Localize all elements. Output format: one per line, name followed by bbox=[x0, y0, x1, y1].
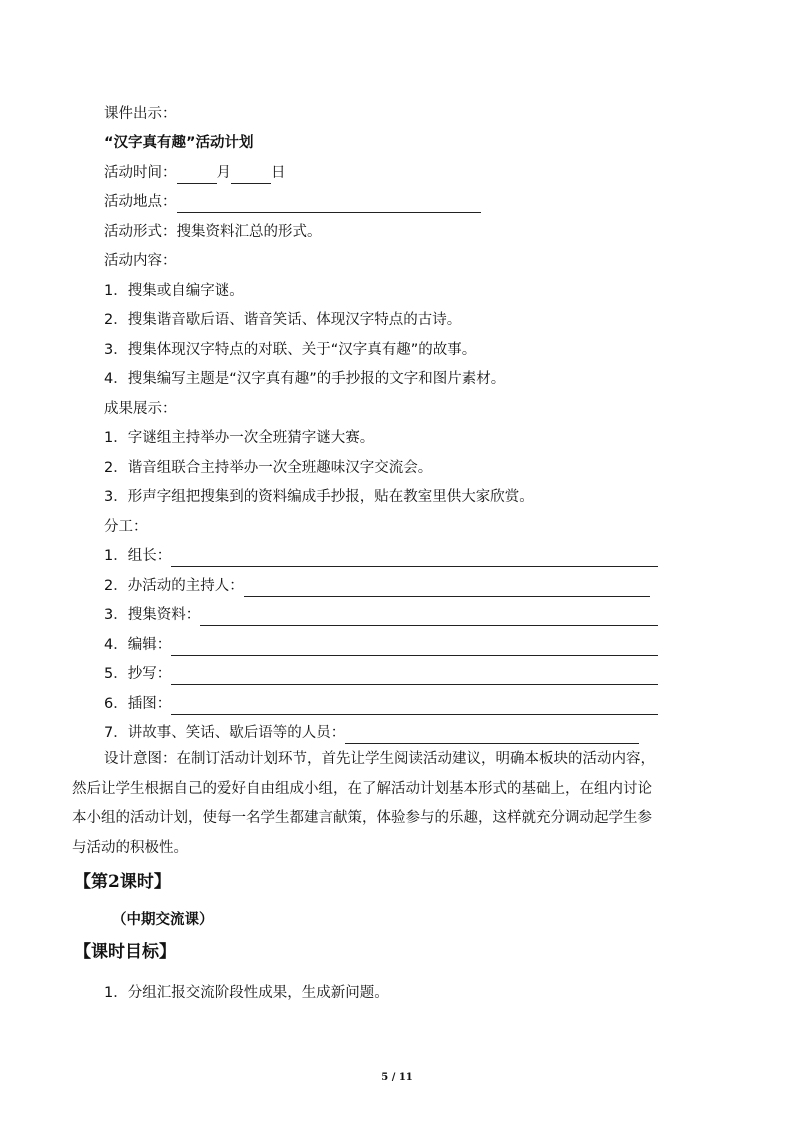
design-intent-line: 本小组的活动计划，使每一名学生都建言献策，体验参与的乐趣，这样就充分调动起学生参 bbox=[72, 810, 652, 826]
division-item bbox=[104, 634, 658, 656]
division-item-label: 4．编辑： bbox=[104, 637, 172, 653]
division-item-label: 5．抄写： bbox=[104, 666, 172, 682]
result-item: 1．字谜组主持举办一次全班猜字谜大赛。 bbox=[104, 430, 375, 446]
activity-place-label: 活动地点： bbox=[104, 194, 177, 210]
lesson-goal-heading: 【课时目标】 bbox=[74, 942, 176, 962]
goal-item: 1．分组汇报交流阶段性成果，生成新问题。 bbox=[104, 985, 389, 1001]
division-blank bbox=[171, 699, 658, 715]
result-label: 成果展示： bbox=[104, 401, 177, 417]
place-blank bbox=[177, 197, 481, 213]
division-item-label: 6．插图： bbox=[104, 696, 172, 712]
division-item-label: 2．办活动的主持人： bbox=[104, 578, 244, 594]
division-item bbox=[104, 663, 658, 685]
division-blank bbox=[244, 581, 650, 597]
activity-content-label: 活动内容： bbox=[104, 253, 177, 269]
division-item bbox=[104, 575, 650, 597]
division-item bbox=[104, 604, 658, 626]
content-item: 2．搜集谐音歇后语、谐音笑话、体现汉字特点的古诗。 bbox=[104, 312, 462, 328]
month-label: 月 bbox=[216, 165, 231, 181]
division-blank bbox=[171, 669, 658, 685]
division-item bbox=[104, 722, 639, 744]
division-blank bbox=[200, 610, 658, 626]
division-item bbox=[104, 693, 658, 715]
activity-place bbox=[104, 191, 481, 213]
content-item: 1．搜集或自编字谜。 bbox=[104, 283, 244, 299]
result-item: 2．谐音组联合主持举办一次全班趣味汉字交流会。 bbox=[104, 460, 433, 476]
plan-title: “汉字真有趣”活动计划 bbox=[104, 135, 254, 151]
design-intent-line: 与活动的积极性。 bbox=[72, 839, 188, 856]
day-label: 日 bbox=[271, 165, 286, 181]
lesson2-heading: 【第2课时】 bbox=[74, 872, 171, 892]
activity-form: 活动形式：搜集资料汇总的形式。 bbox=[104, 224, 322, 240]
content-item: 3．搜集体现汉字特点的对联、关于“汉字真有趣”的故事。 bbox=[104, 342, 477, 358]
division-label: 分工： bbox=[104, 519, 148, 535]
division-item-label: 1．组长： bbox=[104, 548, 172, 564]
content-item: 4．搜集编写主题是“汉字真有趣”的手抄报的文字和图片素材。 bbox=[104, 371, 506, 387]
lesson2-subheading: （中期交流课） bbox=[112, 912, 214, 928]
month-blank bbox=[177, 168, 217, 184]
day-blank bbox=[231, 168, 271, 184]
activity-time-label: 活动时间： bbox=[104, 165, 177, 181]
page-number: 5 / 11 bbox=[381, 1072, 413, 1083]
division-blank bbox=[171, 640, 658, 656]
courseware-label: 课件出示： bbox=[104, 106, 177, 122]
division-item bbox=[104, 545, 658, 567]
design-intent-line: 设计意图：在制订活动计划环节，首先让学生阅读活动建议，明确本板块的活动内容， bbox=[104, 751, 655, 767]
design-intent-paragraph bbox=[72, 745, 694, 863]
design-intent-line: 然后让学生根据自己的爱好自由组成小组，在了解活动计划基本形式的基础上，在组内讨论 bbox=[72, 780, 652, 797]
result-item: 3．形声字组把搜集到的资料编成手抄报，贴在教室里供大家欣赏。 bbox=[104, 489, 534, 505]
division-blank bbox=[171, 551, 658, 567]
division-blank bbox=[345, 728, 639, 744]
division-item-label: 3．搜集资料： bbox=[104, 607, 201, 623]
activity-time bbox=[104, 162, 286, 184]
division-item-label: 7．讲故事、笑话、歇后语等的人员： bbox=[104, 725, 346, 741]
